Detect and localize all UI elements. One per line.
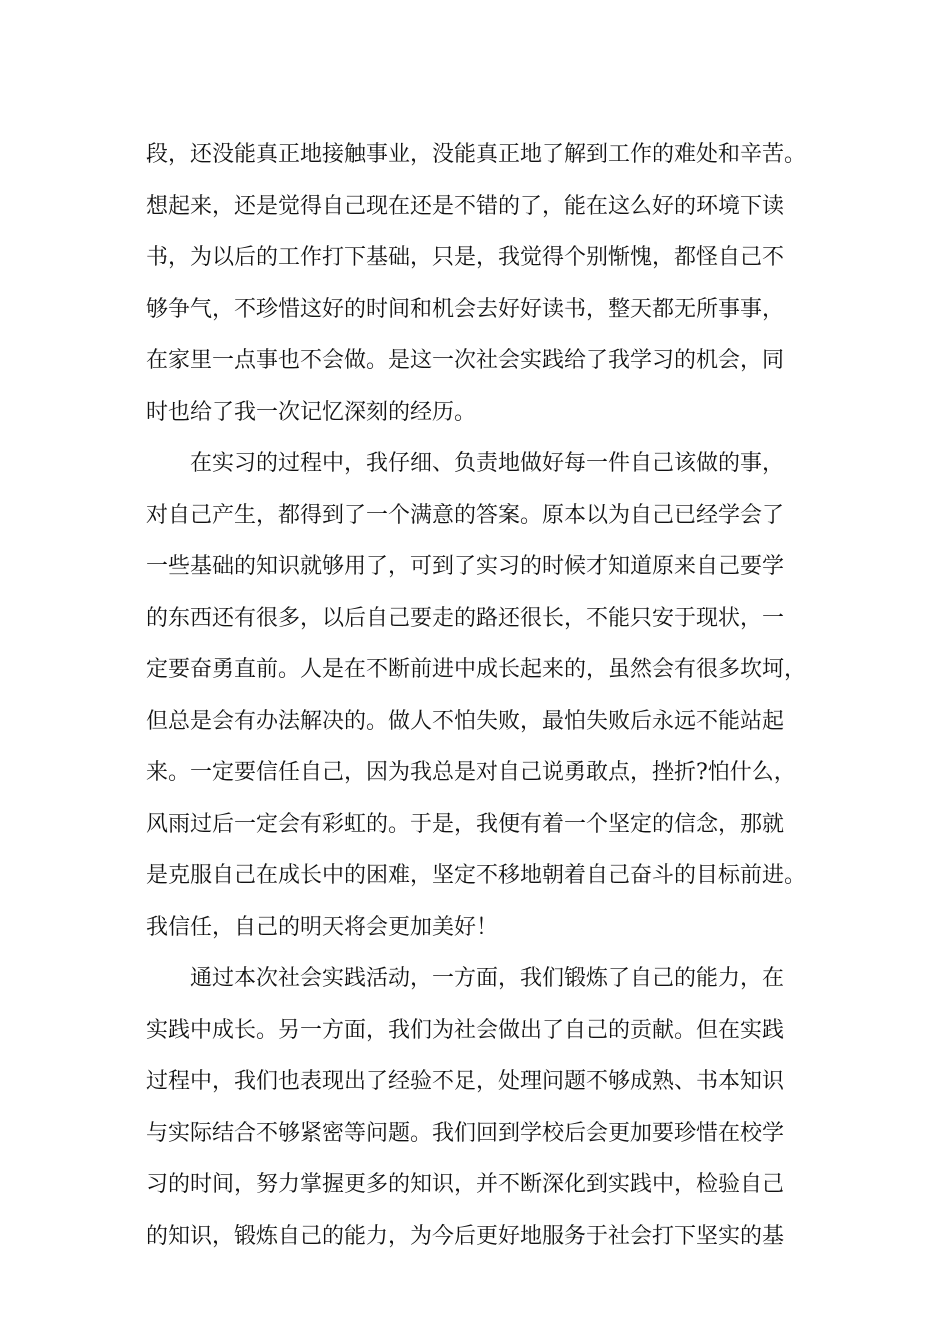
text-line: 在实习的过程中，我仔细、负责地做好每一件自己该做的事， [146,451,785,476]
text-line: 与实际结合不够紧密等问题。我们回到学校后会更加要珍惜在校学 [146,1120,785,1146]
text-line: 段，还没能真正地接触事业，没能真正地了解到工作的难处和辛苦。 [146,142,807,167]
text-line: 是克服自己在成长中的困难，坚定不移地朝着自己奋斗的目标前进。 [146,863,807,888]
text-line: 过程中，我们也表现出了经验不足，处理问题不够成熟、书本知识 [146,1069,785,1094]
text-line: 够争气，不珍惜这好的时间和机会去好好读书，整天都无所事事， [146,296,785,322]
text-line: 定要奋勇直前。人是在不断前进中成长起来的，虽然会有很多坎坷， [146,657,807,682]
text-line: 实践中成长。另一方面，我们为社会做出了自己的贡献。但在实践 [146,1017,785,1043]
text-line: 我信任，自己的明天将会更加美好！ [146,914,499,940]
text-line: 风雨过后一定会有彩虹的。于是，我便有着一个坚定的信念，那就 [146,811,785,837]
text-line: 习的时间，努力掌握更多的知识，并不断深化到实践中，检验自己 [146,1172,785,1197]
text-line: 但总是会有办法解决的。做人不怕失败，最怕失败后永远不能站起 [146,708,785,734]
text-line: 对自己产生，都得到了一个满意的答案。原本以为自己已经学会了 [146,502,785,528]
text-line: 的东西还有很多，以后自己要走的路还很长，不能只安于现状，一 [146,605,785,631]
text-line: 的知识，锻炼自己的能力，为今后更好地服务于社会打下坚实的基 [146,1223,785,1249]
text-line: 来。一定要信任自己，因为我总是对自己说勇敢点，挫折?怕什么， [146,760,796,785]
text-line: 在家里一点事也不会做。是这一次社会实践给了我学习的机会，同 [146,348,785,373]
body-text [146,129,826,1262]
text-line: 一些基础的知识就够用了，可到了实习的时候才知道原来自己要学 [146,554,785,579]
text-line: 想起来，还是觉得自己现在还是不错的了，能在这么好的环境下读 [146,193,785,219]
text-line: 时也给了我一次记忆深刻的经历。 [146,399,477,425]
text-line: 书，为以后的工作打下基础，只是，我觉得个别惭愧，都怪自己不 [146,245,785,270]
text-line: 通过本次社会实践活动，一方面，我们锻炼了自己的能力，在 [146,966,785,991]
